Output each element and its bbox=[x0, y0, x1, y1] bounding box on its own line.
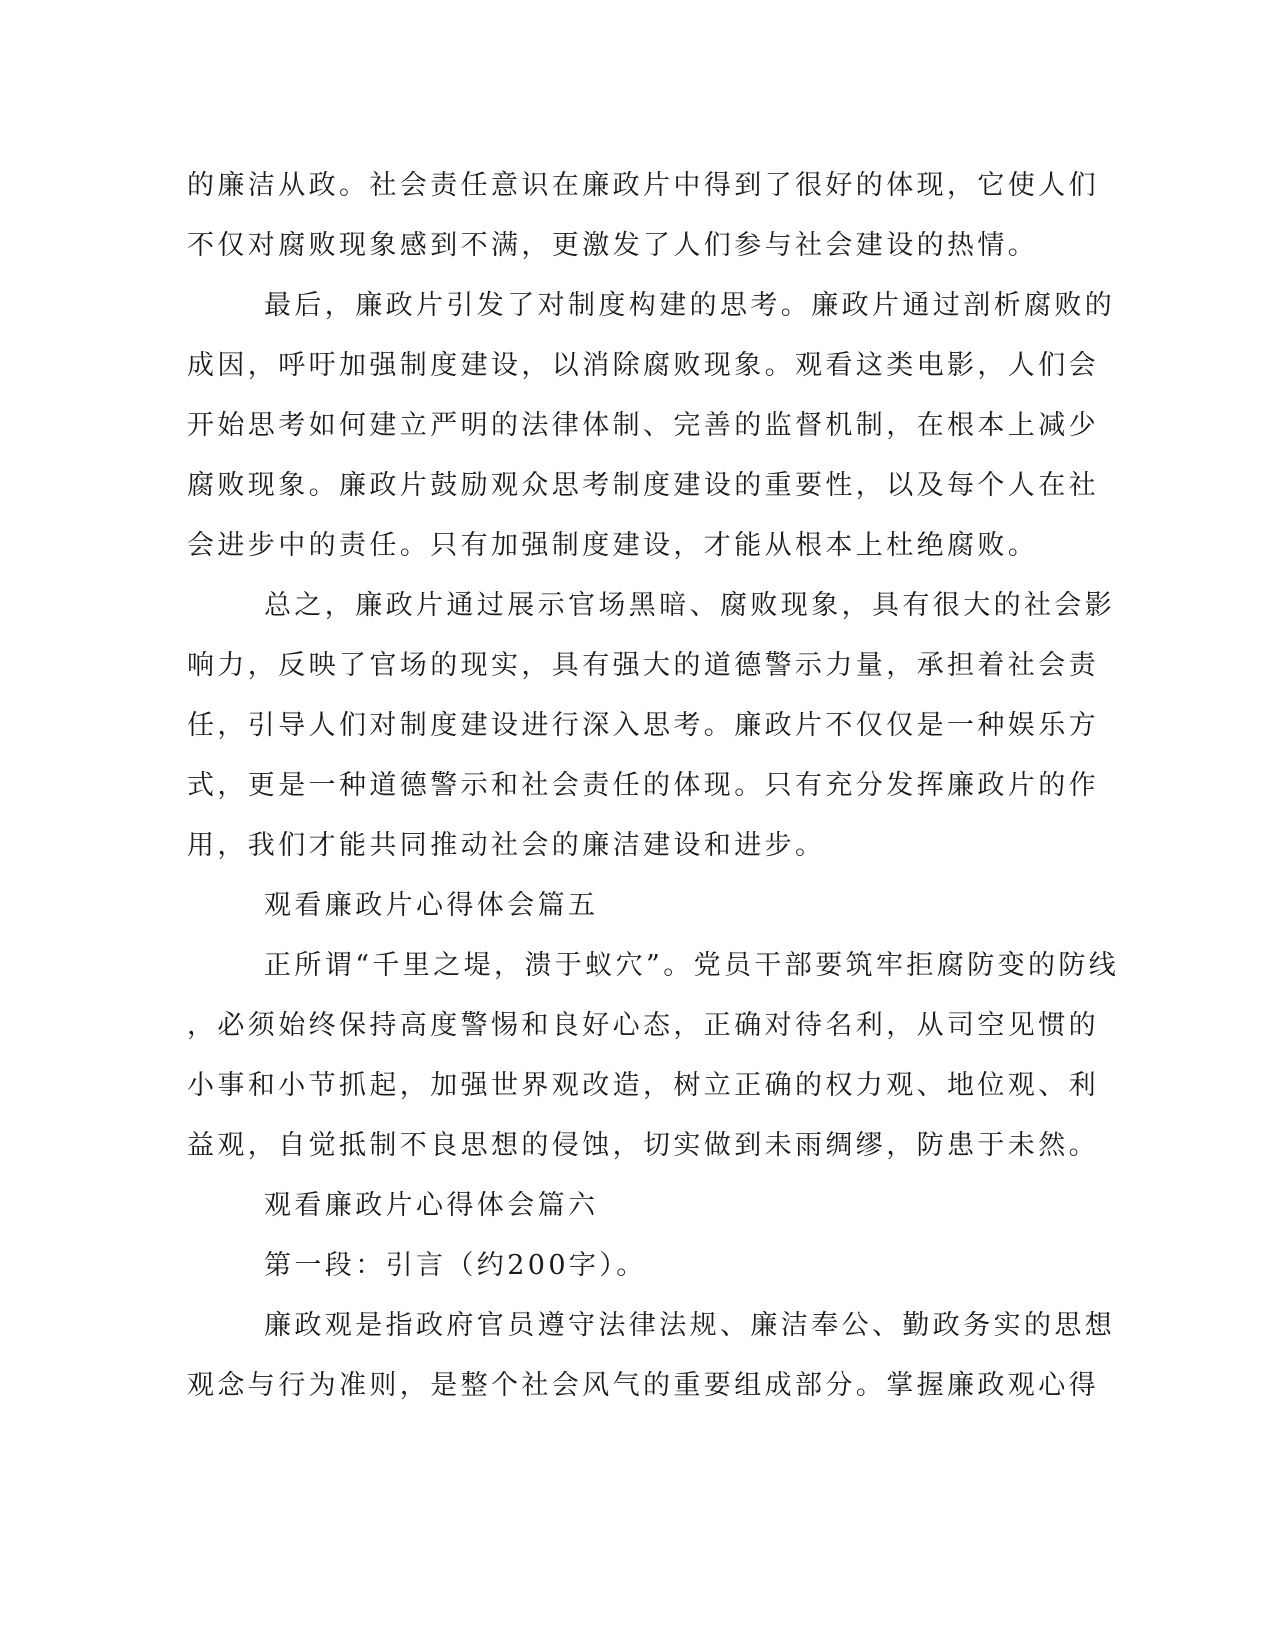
text-line: 任，引导人们对制度建设进行深入思考。廉政片不仅仅是一种娱乐方 bbox=[187, 710, 1099, 741]
text-line: 用，我们才能共同推动社会的廉洁建设和进步。 bbox=[187, 830, 826, 861]
text-line: 成因，呼吁加强制度建设，以消除腐败现象。观看这类电影，人们会 bbox=[187, 350, 1099, 381]
text-line: 腐败现象。廉政片鼓励观众思考制度建设的重要性，以及每个人在社 bbox=[187, 470, 1099, 501]
text-line: 响力，反映了官场的现实，具有强大的道德警示力量，承担着社会责 bbox=[187, 650, 1099, 681]
text-line: 式，更是一种道德警示和社会责任的体现。只有充分发挥廉政片的作 bbox=[187, 770, 1099, 801]
text-line: 的廉洁从政。社会责任意识在廉政片中得到了很好的体现，它使人们 bbox=[187, 170, 1099, 201]
text-line: 益观，自觉抵制不良思想的侵蚀，切实做到未雨绸缪，防患于未然。 bbox=[187, 1130, 1099, 1161]
text-line: 观念与行为准则，是整个社会风气的重要组成部分。掌握廉政观心得 bbox=[187, 1370, 1099, 1401]
text-line: 第一段：引言（约200字）。 bbox=[264, 1250, 647, 1281]
text-line: 小事和小节抓起，加强世界观改造，树立正确的权力观、地位观、利 bbox=[187, 1070, 1099, 1101]
text-line: 最后，廉政片引发了对制度构建的思考。廉政片通过剖析腐败的 bbox=[264, 290, 1116, 321]
text-line: 会进步中的责任。只有加强制度建设，才能从根本上杜绝腐败。 bbox=[187, 530, 1039, 561]
text-line: 总之，廉政片通过展示官场黑暗、腐败现象，具有很大的社会影 bbox=[264, 590, 1116, 621]
text-line: 开始思考如何建立严明的法律体制、完善的监督机制，在根本上减少 bbox=[187, 410, 1099, 441]
text-line: 不仅对腐败现象感到不满，更激发了人们参与社会建设的热情。 bbox=[187, 230, 1039, 261]
text-line: 正所谓“千里之堤，溃于蚁穴”。党员干部要筑牢拒腐防变的防线 bbox=[264, 950, 1120, 981]
section-heading: 观看廉政片心得体会篇六 bbox=[264, 1190, 599, 1221]
text-line: 廉政观是指政府官员遵守法律法规、廉洁奉公、勤政务实的思想 bbox=[264, 1310, 1116, 1341]
section-heading: 观看廉政片心得体会篇五 bbox=[264, 890, 599, 921]
document-body bbox=[187, 156, 1120, 1416]
text-line: ，必须始终保持高度警惕和良好心态，正确对待名利，从司空见惯的 bbox=[187, 1010, 1099, 1041]
